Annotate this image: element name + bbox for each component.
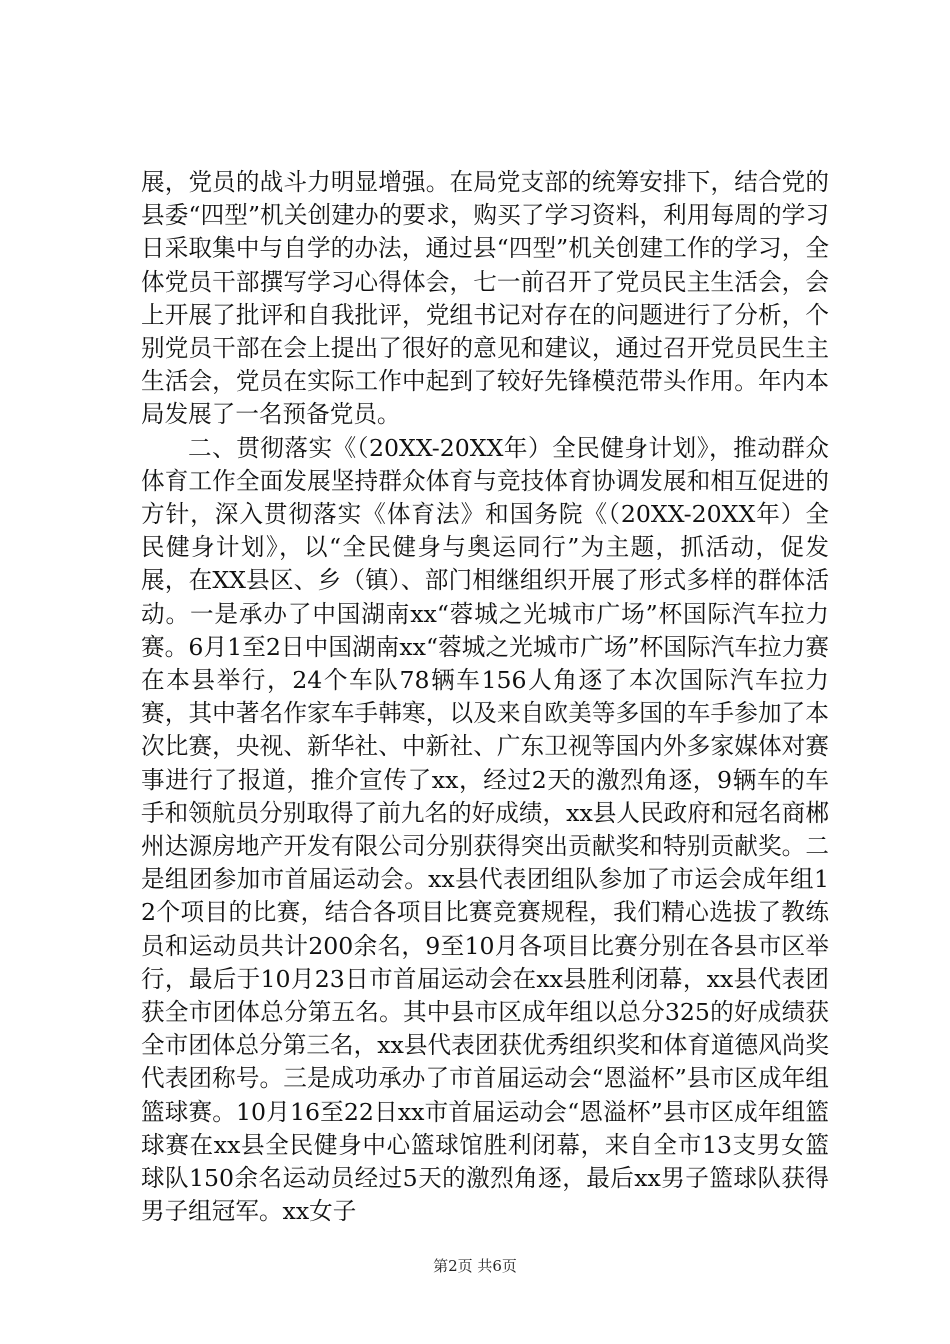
paragraph-mass-sports: 二、贯彻落实《（20XX-20XX年）全民健身计划》，推动群众体育工作全面发展坚持群众体育与竞技体育协调发展和相互促进的方针，深入贯彻落实《体育法》和国务院《（20XX-20XX年）全民健身计划》，以“全民健身与奥运同行”为主题，抓活动，促发展，在XX县区、乡（镇）、部门相继组织开展了形式多样的群体活动。一是承办了中国湖南xx“蓉城之光城市广场”杯国际汽车拉力赛。6月1至2日中国湖南xx“蓉城之光城市广场”杯国际汽车拉力赛在本县举行，24个车队78辆车156人角逐了本次国际汽车拉力赛，其中著名作家车手韩寒，以及来自欧美等多国的车手参加了本次比赛，央视、新华社、中新社、广东卫视等国内外多家媒体对赛事进行了报道，推介宣传了xx，经过2天的激烈角逐，9辆车的车手和领航员分别取得了前九名的好成绩，xx县人民政府和冠名商郴州达源房地产开发有限公司分别获得突出贡献奖和特别贡献奖。二是组团参加市首届运动会。xx县代表团组队参加了市运会成年组12个项目的比赛，结合各项目比赛竞赛规程，我们精心选拔了教练员和运动员共计200余名，9至10月各项目比赛分别在各县市区举行，最后于10月23日市首届运动会在xx县胜利闭幕，xx县代表团获全市团体总分第五名。其中县市区成年组以总分325的好成绩获全市团体总分第三名，xx县代表团获优秀组织奖和体育道德风尚奖代表团称号。三是成功承办了市首届运动会“恩溢杯”县市区成年组篮球赛。10月16至22日xx市首届运动会“恩溢杯”县市区成年组篮球赛在xx县全民健身中心篮球馆胜利闭幕，来自全市13支男女篮球队150余名运动员经过5天的激烈角逐，最后xx男子篮球队获得男子组冠军。xx女子 [141,433,829,1226]
page-footer: 第2页 共6页 [433,1257,517,1275]
paragraph-party-work: 展，党员的战斗力明显增强。在局党支部的统筹安排下，结合党的县委“四型”机关创建办的要求，购买了学习资料，利用每周的学习日采取集中与自学的办法，通过县“四型”机关创建工作的学习，全体党员干部撰写学习心得体会，七一前召开了党员民主生活会，会上开展了批评和自我批评，党组书记对存在的问题进行了分析，个别党员干部在会上提出了很好的意见和建议，通过召开党员民生主生活会，党员在实际工作中起到了较好先锋模范带头作用。年内本局发展了一名预备党员。 [141,168,829,429]
document-body [141,166,829,1229]
